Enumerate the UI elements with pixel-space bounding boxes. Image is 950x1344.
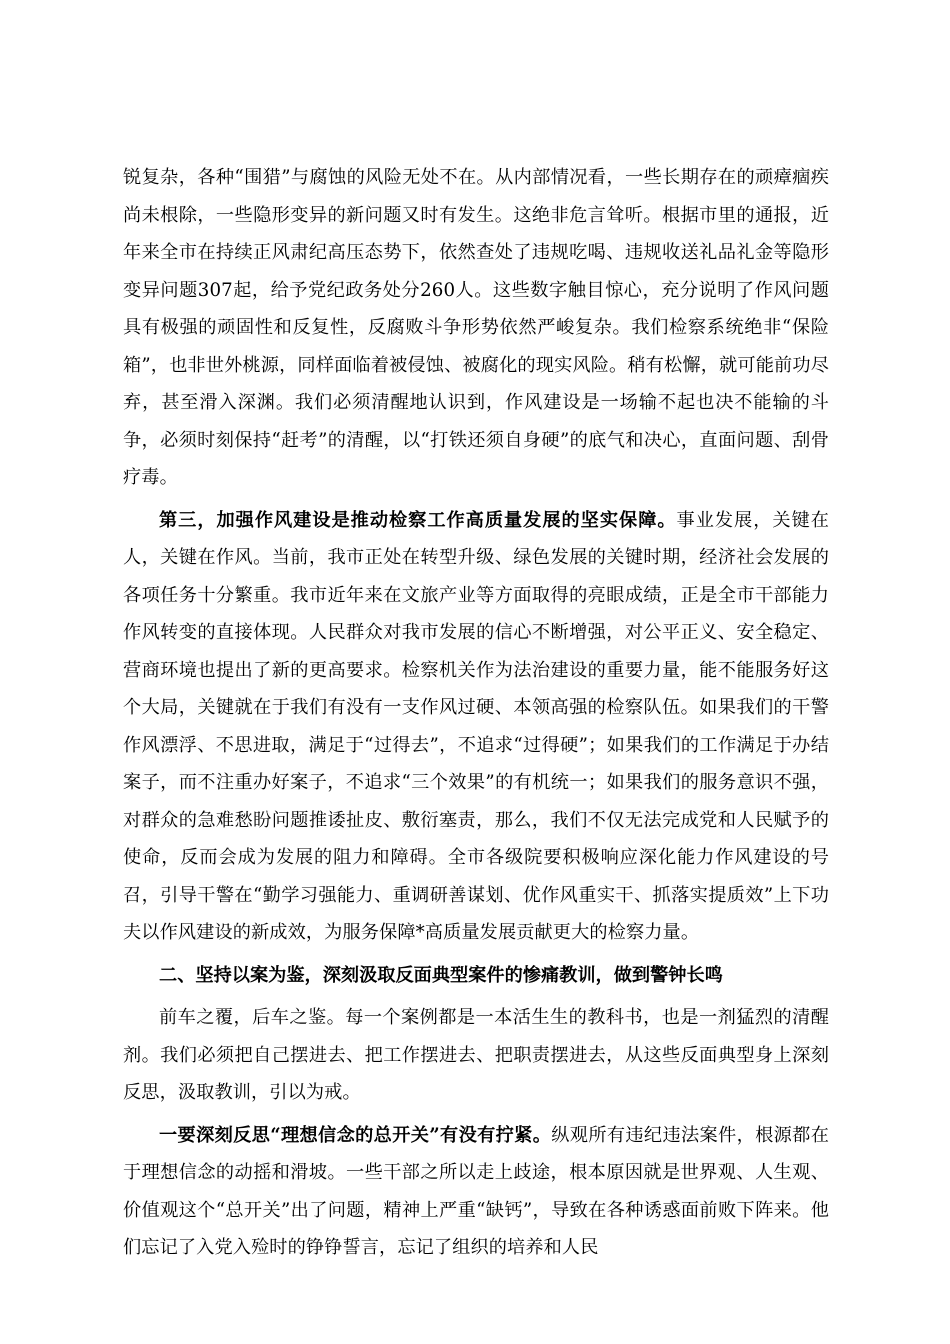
paragraph-lead-sentence: 第三，加强作风建设是推动检察工作高质量发展的坚实保障。 — [159, 509, 677, 531]
paragraph-lesson-intro: 前车之覆，后车之鉴。每一个案例都是一本活生生的教科书，也是一剂猛烈的清醒剂。我们必须把自己摆进去、把工作摆进去、把职责摆进去，从这些反面典型身上深刻反思，汲取教训，引以为戒。 — [123, 1007, 829, 1103]
paragraph-body-text: 纵观所有违纪违法案件，根源都在于理想信念的动摇和滑坡。一些干部之所以走上歧途，根本原因就是世界观、人生观、价值观这个“总开关”出了问题，精神上严重“缺钙”，导致在各种诱惑面前败下阵来。他们忘记了入党入殓时的铮铮誓言，忘记了组织的培养和人民 — [123, 1124, 829, 1258]
paragraph-lead-sentence: 一要深刻反思“理想信念的总开关”有没有拧紧。 — [159, 1124, 552, 1146]
paragraph-third-point — [123, 502, 829, 952]
paragraph-risk-situation: 锐复杂，各种“围猎”与腐蚀的风险无处不在。从内部情况看，一些长期存在的顽瘴痼疾尚未根除，一些隐形变异的新问题又时有发生。这绝非危言耸听。根据市里的通报，近年来全市在持续正风肃纪高压态势下，依然查处了违规吃喝、违规收送礼品礼金等隐形变异问题307起，给予党纪政务处分260人。这些数字触目惊心，充分说明了作风问题具有极强的顽固性和反复性，反腐败斗争形势依然严峻复杂。我们检察系统绝非“保险箱”，也非世外桃源，同样面临着被侵蚀、被腐化的现实风险。稍有松懈，就可能前功尽弃，甚至滑入深渊。我们必须清醒地认识到，作风建设是一场输不起也决不能输的斗争，必须时刻保持“赶考”的清醒，以“打铁还须自身硬”的底气和决心，直面问题、刮骨疗毒。 — [123, 167, 829, 488]
paragraph-first-requirement — [123, 1117, 829, 1267]
section-heading-2: 二、坚持以案为鉴，深刻汲取反面典型案件的惨痛教训，做到警钟长鸣 — [159, 964, 723, 986]
document-page — [123, 159, 829, 1267]
paragraph-body-text: 事业发展，关键在人，关键在作风。当前，我市正处在转型升级、绿色发展的关键时期，经济社会发展的各项任务十分繁重。我市近年来在文旅产业等方面取得的亮眼成绩，正是全市干部能力作风转变的直接体现。人民群众对我市发展的信心不断增强，对公平正义、安全稳定、营商环境也提出了新的更高要求。检察机关作为法治建设的重要力量，能不能服务好这个大局，关键就在于我们有没有一支作风过硬、本领高强的检察队伍。如果我们的干警作风漂浮、不思进取，满足于“过得去”，不追求“过得硬”；如果我们的工作满足于办结案子，而不注重办好案子，不追求“三个效果”的有机统一；如果我们的服务意识不强，对群众的急难愁盼问题推诿扯皮、敷衍塞责，那么，我们不仅无法完成党和人民赋予的使命，反而会成为发展的阻力和障碍。全市各级院要积极响应深化能力作风建设的号召，引导干警在“勤学习强能力、重调研善谋划、优作风重实干、抓落实提质效”上下功夫以作风建设的新成效，为服务保障*高质量发展贡献更大的检察力量。 — [123, 509, 829, 943]
